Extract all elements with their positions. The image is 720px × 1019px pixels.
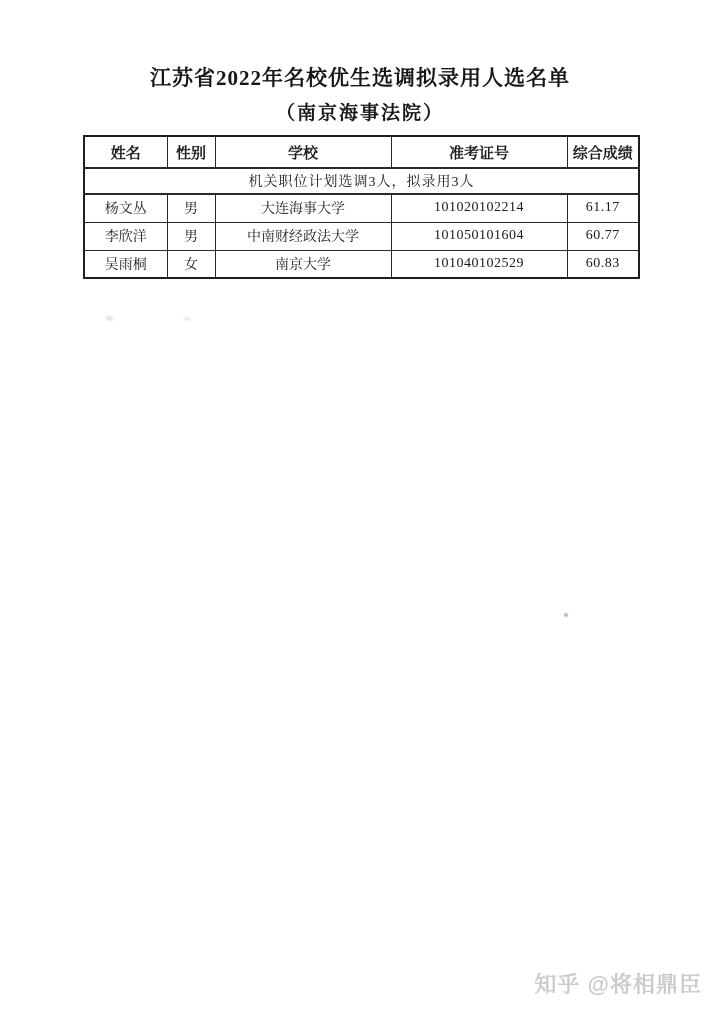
cell-school: 大连海事大学 <box>215 194 391 222</box>
title-line-1: 江苏省2022年名校优生选调拟录用人选名单 <box>150 66 570 90</box>
header-cell-gender: 性别 <box>167 136 215 168</box>
candidate-roster-table <box>83 135 640 279</box>
table-row <box>84 250 639 278</box>
header-cell-score: 综合成绩 <box>567 136 639 168</box>
table-header-row <box>84 136 639 168</box>
cell-score: 61.17 <box>567 194 639 222</box>
document-title <box>0 62 720 125</box>
table-group-row <box>84 168 639 194</box>
header-cell-school: 学校 <box>215 136 391 168</box>
cell-exam-id: 101050101604 <box>391 222 567 250</box>
cell-name: 李欣洋 <box>84 222 167 250</box>
table-row <box>84 194 639 222</box>
cell-gender: 女 <box>167 250 215 278</box>
title-line-2: （南京海事法院） <box>275 103 444 124</box>
cell-school: 南京大学 <box>215 250 391 278</box>
header-cell-name: 姓名 <box>84 136 167 168</box>
scan-dot <box>564 613 568 617</box>
scan-smudge <box>184 317 190 321</box>
table-row <box>84 222 639 250</box>
cell-score: 60.83 <box>567 250 639 278</box>
cell-name: 吴雨桐 <box>84 250 167 278</box>
header-cell-exam-id: 准考证号 <box>391 136 567 168</box>
cell-exam-id: 101040102529 <box>391 250 567 278</box>
scan-smudge <box>106 316 113 321</box>
cell-school: 中南财经政法大学 <box>215 222 391 250</box>
zhihu-watermark: 知乎 @将相鼎臣 <box>534 972 702 997</box>
group-row-text: 机关职位计划选调3人，拟录用3人 <box>84 168 639 194</box>
cell-gender: 男 <box>167 194 215 222</box>
cell-score: 60.77 <box>567 222 639 250</box>
cell-name: 杨文丛 <box>84 194 167 222</box>
cell-gender: 男 <box>167 222 215 250</box>
cell-exam-id: 101020102214 <box>391 194 567 222</box>
